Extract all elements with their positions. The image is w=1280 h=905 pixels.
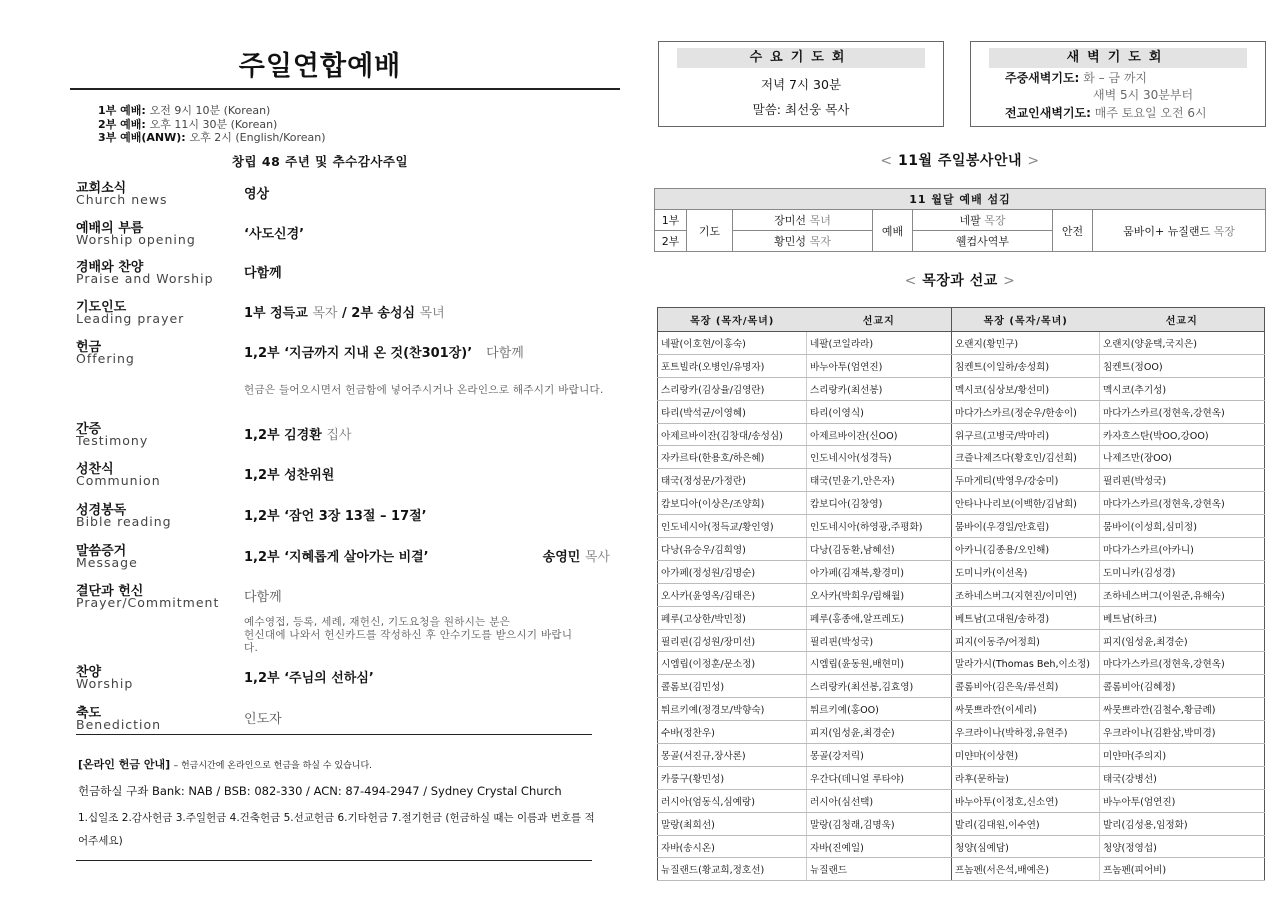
mission-field-cell: 우크라이나(김환삼,박미경) <box>1100 721 1265 744</box>
mission-field-cell: 타리(이영식) <box>807 400 952 423</box>
mission-field-cell: 마다가스카르(아카니) <box>1100 538 1265 561</box>
table-row <box>658 721 1265 744</box>
page-title: 주일연합예배 <box>238 51 402 82</box>
mokjang-cell: 페루(고상한/박민정) <box>658 606 807 629</box>
mokjang-cell: 우크라이나(박하정,유현주) <box>952 721 1100 744</box>
service-subtitle: 창립 48 주년 및 추수감사주일 <box>231 154 409 169</box>
mokjang-cell: 필리핀(김성원/장미선) <box>658 629 807 652</box>
mokjang-cell: 다낭(유승우/김희영) <box>658 538 807 561</box>
mokjang-cell: 포트빌라(오병인/유명자) <box>658 354 807 377</box>
mokjang-cell: 청양(심예담) <box>952 835 1100 858</box>
mokjang-cell: 러시아(엄동식,심예랑) <box>658 789 807 812</box>
mission-field-cell: 아가페(김재복,황경미) <box>807 560 952 583</box>
left-page: 주일연합예배 1부 예배: 오전 9시 10분 (Korean) 2부 예배: 오후 11시 30분 (Korean) 3부 예배(ANW): 오후 2시 (English/Korean) 창립 48 주년 및 추수감사주일 교회소식 Church news 영상 예배의 부름 Worship opening ‘사도신경’ 경배와 찬양 Praise and Worship 다함께 기도인도 Leading prayer 1부 정득교 목자 / 2부 송성심 목녀 헌금 Offering 1,2부 ‘지금까지 지내 온 것(찬301장)’ 다함께 헌금은 들어오시면서 헌금함에 넣어주시거나 온라인으로 해주시기 바랍니다. 간증 Testimony 1,2부 김경환 집사 성찬식 Communion 1,2부 성찬위원 성경봉독 Bible reading 1,2부 ‘잠언 3장 13절 – 17절’ 말씀증거 Message 1,2부 ‘지혜롭게 살아가는 비결’ 송영민 목사 결단과 헌신 Prayer/Commitment 다함께 예수영접, 등록, 세례, 재헌신, 기도요청을 원하시는 분은 헌신대에 나와서 헌신카드를 작성하신 후 안수기도를 받으시기 바랍니 다. 찬양 Worship 1,2부 ‘주님의 선하심’ 축도 Benediction 인도자 [온라인 헌금 안내] – 헌금시간에 온라인으로 헌금을 하실 수 있습니다. 헌금하실 구좌 Bank: NAB / BSB: 082-330 / ACN: 87-494-2947 / Sydney Crystal Church 1.십일조 2.감사헌금 3.주일헌금 4.건축헌금 5.선교헌금 6.기타헌금 7.절기헌금 (헌금하실 때는 이름과 번호를 적어주세요) <box>0 0 640 905</box>
mission-field-cell: 태국(민윤기,안은자) <box>807 469 952 492</box>
table-row <box>658 560 1265 583</box>
mokjang-cell: 아카니(김종용/오인해) <box>952 538 1100 561</box>
mokjang-cell: 몽골(서진규,장사론) <box>658 744 807 767</box>
offering-categories: 1.십일조 2.감사헌금 3.주일헌금 4.건축헌금 5.선교헌금 6.기타헌금 7.절기헌금 (헌금하실 때는 이름과 번호를 적어주세요) <box>78 812 595 847</box>
preacher: 송영민 목사 <box>542 550 610 565</box>
weekday-dawn-prayer: 주중새벽기도: 화 – 금 까지 <box>1005 71 1147 85</box>
mokjang-cell: 태국(정성문/가정란) <box>658 469 807 492</box>
mokjang-cell: 침켄트(이일하/송성희) <box>952 354 1100 377</box>
online-offering-heading: [온라인 헌금 안내] – 헌금시간에 온라인으로 헌금을 하실 수 있습니다. <box>78 758 373 771</box>
mokjang-cell: 콜롬보(김민성) <box>658 675 807 698</box>
duty-table-header: 11 월달 예배 섬김 <box>655 189 1266 210</box>
mokjang-cell: 인도네시아(정득교/황인영) <box>658 515 807 538</box>
mokjang-cell: 아제르바이잔(김창대/송성심) <box>658 423 807 446</box>
table-row <box>658 492 1265 515</box>
table-row <box>658 858 1265 881</box>
mission-field-cell: 다낭(김동환,남혜선) <box>807 538 952 561</box>
table-row <box>658 515 1265 538</box>
table-row <box>658 766 1265 789</box>
mission-field-cell: 발리(김성용,임정화) <box>1100 812 1265 835</box>
mokjang-cell: 카룽구(황민성) <box>658 766 807 789</box>
table-row <box>658 835 1265 858</box>
commitment-note: 예수영접, 등록, 세례, 재헌신, 기도요청을 원하시는 분은 헌신대에 나와서 헌신카드를 작성하신 후 안수기도를 받으시기 바랍니 다. <box>244 616 573 654</box>
table-row <box>658 675 1265 698</box>
mission-field-cell: 러시아(심선택) <box>807 789 952 812</box>
mokjang-cell: 도미니카(이선옥) <box>952 560 1100 583</box>
duty-table <box>654 188 1266 252</box>
mission-field-cell: 네팔(코일라라) <box>807 332 952 355</box>
table-row <box>658 744 1265 767</box>
mokjang-cell: 말라가시(Thomas Beh,이소정) <box>952 652 1100 675</box>
wednesday-prayer-time: 저녁 7시 30분 <box>760 77 842 92</box>
wednesday-prayer-title: 수요기도회 <box>677 48 925 68</box>
mokjang-cell: 멕시코(심상보/황선미) <box>952 377 1100 400</box>
mission-table <box>657 307 1265 881</box>
service-schedule <box>98 104 326 145</box>
mission-field-cell: 자바(진예일) <box>807 835 952 858</box>
offering-divider-bottom <box>76 860 592 861</box>
mokjang-cell: 오랜지(황민구) <box>952 332 1100 355</box>
mission-field-cell: 뉴질랜드 <box>807 858 952 881</box>
table-row <box>658 652 1265 675</box>
mission-field-cell: 필리핀(박성국) <box>807 629 952 652</box>
mission-field-cell: 바누아투(엄연진) <box>1100 789 1265 812</box>
mission-field-cell: 스리랑카(최선봉) <box>807 377 952 400</box>
mission-field-cell: 우간다(데니얼 루타야) <box>807 766 952 789</box>
mokjang-cell: 피지(이동주/어정희) <box>952 629 1100 652</box>
mokjang-cell: 뉴질랜드(황교희,정호선) <box>658 858 807 881</box>
table-row <box>658 469 1265 492</box>
mission-field-cell: 스리랑카(최선봉,김효영) <box>807 675 952 698</box>
dawn-prayer-start: 새벽 5시 30분부터 <box>1093 88 1194 102</box>
mission-field-cell: 침켄트(정OO) <box>1100 354 1265 377</box>
schedule-line: 2부 예배: 오후 11시 30분 (Korean) <box>98 117 278 131</box>
mission-field-cell: 멕시코(추기성) <box>1100 377 1265 400</box>
table-row <box>658 606 1265 629</box>
mokjang-cell: 싸뭇쁘라깐(이세리) <box>952 698 1100 721</box>
mission-field-cell: 콜롬비아(김혜정) <box>1100 675 1265 698</box>
table-row <box>658 538 1265 561</box>
mission-field-cell: 뭄바이(이성희,심미정) <box>1100 515 1265 538</box>
mission-field-cell: 오랜지(양윤택,국지은) <box>1100 332 1265 355</box>
mission-field-cell: 바누아투(엄연진) <box>807 354 952 377</box>
mission-field-cell: 캄보디아(김창영) <box>807 492 952 515</box>
mission-table-body <box>658 332 1265 881</box>
mokjang-cell: 네팔(이호현/이홍숙) <box>658 332 807 355</box>
mission-field-cell: 필리핀(박성국) <box>1100 469 1265 492</box>
mokjang-cell: 오사카(윤영옥/김태은) <box>658 583 807 606</box>
mission-field-cell: 마다가스카르(정현욱,강현옥) <box>1100 652 1265 675</box>
mission-field-cell: 피지(임성윤,최경순) <box>1100 629 1265 652</box>
mokjang-cell: 뭄바이(우경일/안효림) <box>952 515 1100 538</box>
right-page <box>640 0 1280 905</box>
mission-field-cell: 아제르바이잔(신OO) <box>807 423 952 446</box>
mokjang-cell: 미얀마(이상현) <box>952 744 1100 767</box>
mission-field-cell: 마다가스카르(정현욱,강현옥) <box>1100 400 1265 423</box>
mission-field-cell: 조하네스버그(이원준,유해숙) <box>1100 583 1265 606</box>
offering-note: 헌금은 들어오시면서 헌금함에 넣어주시거나 온라인으로 해주시기 바랍니다. <box>244 384 604 396</box>
mokjang-cell: 자카르타(한용호/하은혜) <box>658 446 807 469</box>
table-row <box>658 377 1265 400</box>
table-row <box>658 354 1265 377</box>
mission-field-cell: 프놈펜(피어비) <box>1100 858 1265 881</box>
table-row: 1부 기도 장미선 목녀 예배 네팔 목장 안전 뭄바이+ 뉴질랜드 목장 <box>655 210 1266 231</box>
table-row <box>658 698 1265 721</box>
table-row: 2부 황민성 목자 웰컴사역부 <box>655 231 1266 252</box>
schedule-line: 3부 예배(ANW): 오후 2시 (English/Korean) <box>98 131 326 144</box>
mission-field-cell: 몽골(강저릭) <box>807 744 952 767</box>
mokjang-cell: 스리랑카(김상율/김영란) <box>658 377 807 400</box>
table-row <box>658 789 1265 812</box>
bank-account-info: 헌금하실 구좌 Bank: NAB / BSB: 082-330 / ACN: 87-494-2947 / Sydney Crystal Church <box>78 784 562 798</box>
mokjang-cell: 안타나나리보(이백한/김남희) <box>952 492 1100 515</box>
mokjang-cell: 프놈펜(서은석,배예은) <box>952 858 1100 881</box>
all-church-dawn-prayer: 전교인새벽기도: 매주 토요일 오전 6시 <box>1005 106 1207 120</box>
duty-section-title: < 11월 주일봉사안내 > <box>880 153 1040 169</box>
mokjang-cell: 라후(문하늘) <box>952 766 1100 789</box>
mission-field-cell: 마다가스카르(정현욱,강현옥) <box>1100 492 1265 515</box>
mission-field-cell: 청양(정영섭) <box>1100 835 1265 858</box>
schedule-line: 1부 예배: 오전 9시 10분 (Korean) <box>98 104 271 117</box>
mokjang-cell: 크즐나제즈다(황호인/김선희) <box>952 446 1100 469</box>
table-row <box>658 423 1265 446</box>
dawn-prayer-box <box>970 41 1266 127</box>
wednesday-prayer-speaker: 말씀: 최선웅 목사 <box>752 102 850 117</box>
title-divider <box>70 88 620 90</box>
mission-field-cell: 피지(임성윤,최경순) <box>807 721 952 744</box>
mokjang-cell: 조하네스버그(지현진/이미연) <box>952 583 1100 606</box>
mission-field-cell: 튀르키예(홍OO) <box>807 698 952 721</box>
mission-field-cell: 오사카(박희우/림해월) <box>807 583 952 606</box>
mokjang-cell: 발리(김대원,이수연) <box>952 812 1100 835</box>
mokjang-cell: 말랑(최희선) <box>658 812 807 835</box>
mission-field-cell: 미얀마(주의지) <box>1100 744 1265 767</box>
offering-divider-top <box>76 734 592 735</box>
mokjang-cell: 베트남(고대원/송하경) <box>952 606 1100 629</box>
mission-section-title: < 목장과 선교 > <box>904 273 1016 289</box>
mokjang-cell: 캄보디아(이상은/조양희) <box>658 492 807 515</box>
mokjang-cell: 콜롬비아(김은욱/류선희) <box>952 675 1100 698</box>
mission-field-cell: 싸뭇쁘라깐(김철수,황금례) <box>1100 698 1265 721</box>
mokjang-cell: 타리(박석균/이영혜) <box>658 400 807 423</box>
mission-field-cell: 나제즈만(장OO) <box>1100 446 1265 469</box>
mission-field-cell: 인도네시아(하영광,주평화) <box>807 515 952 538</box>
mokjang-cell: 아가페(정성원/김명순) <box>658 560 807 583</box>
mission-field-cell: 페루(홍종애,알프레도) <box>807 606 952 629</box>
table-row <box>658 629 1265 652</box>
table-row <box>658 332 1265 355</box>
mission-field-cell: 카자흐스탄(박OO,강OO) <box>1100 423 1265 446</box>
mission-field-cell: 태국(강병선) <box>1100 766 1265 789</box>
mission-field-cell: 인도네시아(성경득) <box>807 446 952 469</box>
mission-field-cell: 말랑(김청래,김명욱) <box>807 812 952 835</box>
mokjang-cell: 수바(정찬우) <box>658 721 807 744</box>
table-row <box>658 812 1265 835</box>
table-row <box>658 446 1265 469</box>
mission-field-cell: 시엠립(윤동원,배현미) <box>807 652 952 675</box>
mokjang-cell: 위구르(고병국/박마리) <box>952 423 1100 446</box>
mission-field-cell: 도미니카(김성경) <box>1100 560 1265 583</box>
table-row <box>658 400 1265 423</box>
mokjang-cell: 마다가스카르(정순우/한송이) <box>952 400 1100 423</box>
mission-table-header: 목장 (목자/목녀) 선교지 목장 (목자/목녀) 선교지 <box>658 308 1265 332</box>
mokjang-cell: 두마게티(박영우/강숭미) <box>952 469 1100 492</box>
table-row <box>658 583 1265 606</box>
mission-field-cell: 베트남(하크) <box>1100 606 1265 629</box>
mokjang-cell: 바누아투(이정호,신소연) <box>952 789 1100 812</box>
wednesday-prayer-box <box>658 41 944 127</box>
mokjang-cell: 시엠립(이정훈/문소정) <box>658 652 807 675</box>
dawn-prayer-title: 새벽기도회 <box>989 48 1247 68</box>
mokjang-cell: 자바(송시온) <box>658 835 807 858</box>
mokjang-cell: 튀르키예(정경모/박향숙) <box>658 698 807 721</box>
